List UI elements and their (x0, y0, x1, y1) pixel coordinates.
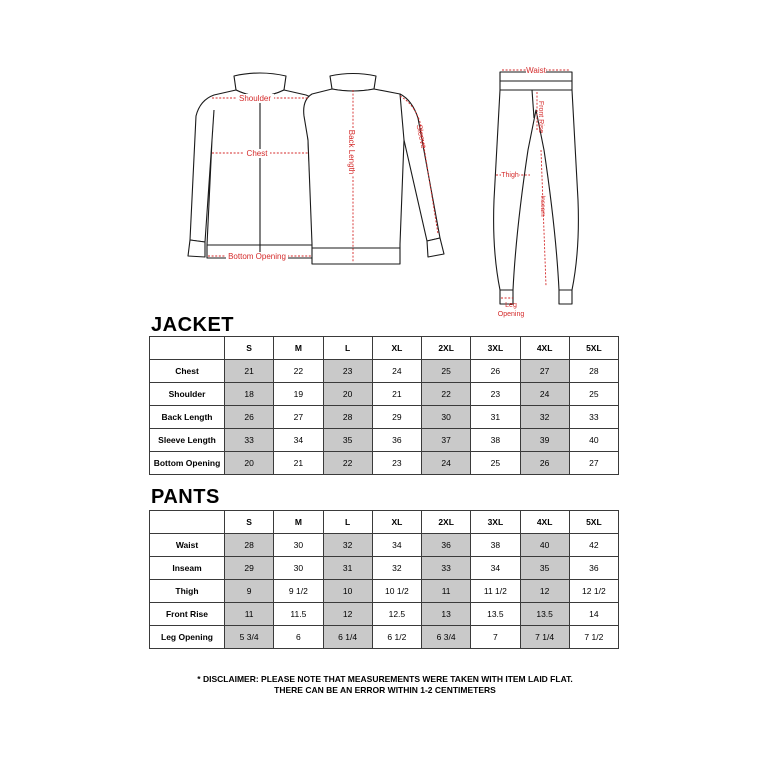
front-rise-label: Front Rise (537, 100, 544, 134)
corner-cell (150, 511, 225, 534)
table-cell: 22 (274, 360, 323, 383)
table-cell: 10 1/2 (372, 580, 421, 603)
table-cell: 23 (323, 360, 372, 383)
table-cell: 36 (422, 534, 471, 557)
table-cell: 7 1/2 (569, 626, 618, 649)
table-row (150, 452, 619, 475)
table-cell: 21 (372, 383, 421, 406)
table-cell: 33 (225, 429, 274, 452)
size-header-4xl: 4XL (520, 511, 569, 534)
table-cell: 26 (520, 452, 569, 475)
pants-size-table (149, 510, 619, 649)
table-cell: 6 3/4 (422, 626, 471, 649)
table-cell: 24 (520, 383, 569, 406)
bottom-opening-label: Bottom Opening (228, 252, 286, 261)
row-label: Leg Opening (150, 626, 225, 649)
table-cell: 28 (225, 534, 274, 557)
inseam-label: Inseam (539, 195, 546, 217)
table-cell: 34 (471, 557, 520, 580)
table-cell: 9 1/2 (274, 580, 323, 603)
table-cell: 35 (323, 429, 372, 452)
jacket-size-table (149, 336, 619, 475)
table-cell: 39 (520, 429, 569, 452)
table-cell: 5 3/4 (225, 626, 274, 649)
table-cell: 13.5 (471, 603, 520, 626)
table-cell: 20 (323, 383, 372, 406)
jacket-back-drawing (304, 74, 444, 265)
table-row (150, 429, 619, 452)
table-cell: 22 (323, 452, 372, 475)
table-cell: 30 (274, 534, 323, 557)
table-cell: 13.5 (520, 603, 569, 626)
table-cell: 34 (372, 534, 421, 557)
table-cell: 29 (372, 406, 421, 429)
jacket-header-row (150, 337, 619, 360)
table-cell: 32 (323, 534, 372, 557)
table-cell: 30 (422, 406, 471, 429)
table-cell: 27 (569, 452, 618, 475)
table-cell: 28 (569, 360, 618, 383)
disclaimer-line-2: THERE CAN BE AN ERROR WITHIN 1-2 CENTIMETERS (274, 685, 496, 695)
size-header-2xl: 2XL (422, 511, 471, 534)
table-cell: 31 (471, 406, 520, 429)
table-cell: 32 (372, 557, 421, 580)
table-cell: 23 (372, 452, 421, 475)
table-cell: 13 (422, 603, 471, 626)
table-cell: 20 (225, 452, 274, 475)
pants-header-row (150, 511, 619, 534)
table-cell: 6 1/2 (372, 626, 421, 649)
table-cell: 6 (274, 626, 323, 649)
table-cell: 12 (323, 603, 372, 626)
table-cell: 26 (471, 360, 520, 383)
table-cell: 9 (225, 580, 274, 603)
table-cell: 25 (422, 360, 471, 383)
table-cell: 38 (471, 429, 520, 452)
size-header-l: L (323, 511, 372, 534)
size-header-5xl: 5XL (569, 337, 618, 360)
row-label: Waist (150, 534, 225, 557)
table-cell: 12 (520, 580, 569, 603)
table-cell: 40 (520, 534, 569, 557)
table-cell: 6 1/4 (323, 626, 372, 649)
table-cell: 24 (372, 360, 421, 383)
table-cell: 10 (323, 580, 372, 603)
leg-opening-label-line1: Leg (505, 302, 517, 309)
table-cell: 25 (569, 383, 618, 406)
table-row (150, 360, 619, 383)
disclaimer (150, 674, 620, 696)
row-label: Inseam (150, 557, 225, 580)
table-cell: 35 (520, 557, 569, 580)
table-cell: 11.5 (274, 603, 323, 626)
row-label: Thigh (150, 580, 225, 603)
table-cell: 12.5 (372, 603, 421, 626)
table-cell: 38 (471, 534, 520, 557)
disclaimer-line-1: * DISCLAIMER: PLEASE NOTE THAT MEASUREMENTS WERE TAKEN WITH ITEM LAID FLAT. (197, 674, 573, 684)
row-label: Sleeve Length (150, 429, 225, 452)
row-label: Shoulder (150, 383, 225, 406)
table-cell: 19 (274, 383, 323, 406)
table-cell: 31 (323, 557, 372, 580)
table-cell: 28 (323, 406, 372, 429)
table-cell: 33 (569, 406, 618, 429)
table-cell: 40 (569, 429, 618, 452)
size-header-xl: XL (372, 511, 421, 534)
table-cell: 30 (274, 557, 323, 580)
size-header-m: M (274, 511, 323, 534)
table-cell: 14 (569, 603, 618, 626)
table-cell: 21 (225, 360, 274, 383)
table-cell: 12 1/2 (569, 580, 618, 603)
table-cell: 29 (225, 557, 274, 580)
size-header-xl: XL (372, 337, 421, 360)
size-header-2xl: 2XL (422, 337, 471, 360)
table-row (150, 557, 619, 580)
table-cell: 22 (422, 383, 471, 406)
table-cell: 23 (471, 383, 520, 406)
table-cell: 24 (422, 452, 471, 475)
size-header-m: M (274, 337, 323, 360)
size-header-l: L (323, 337, 372, 360)
size-header-3xl: 3XL (471, 337, 520, 360)
table-cell: 27 (520, 360, 569, 383)
thigh-label: Thigh (501, 172, 519, 179)
table-row (150, 603, 619, 626)
row-label: Front Rise (150, 603, 225, 626)
waist-label: Waist (526, 66, 546, 75)
table-cell: 26 (225, 406, 274, 429)
size-header-s: S (225, 337, 274, 360)
table-cell: 25 (471, 452, 520, 475)
pants-drawing (494, 72, 579, 304)
table-cell: 18 (225, 383, 274, 406)
table-cell: 27 (274, 406, 323, 429)
shoulder-label: Shoulder (238, 94, 272, 103)
table-cell: 37 (422, 429, 471, 452)
size-header-5xl: 5XL (569, 511, 618, 534)
table-row (150, 383, 619, 406)
table-row (150, 580, 619, 603)
table-row (150, 626, 619, 649)
table-cell: 7 1/4 (520, 626, 569, 649)
sleeve-label: Sleeve (414, 123, 429, 150)
chest-label: Chest (246, 149, 268, 158)
table-cell: 11 (225, 603, 274, 626)
table-cell: 36 (372, 429, 421, 452)
leg-opening-label-line2: Opening (497, 311, 525, 318)
table-cell: 7 (471, 626, 520, 649)
pants-title: PANTS (151, 486, 220, 508)
jacket-title: JACKET (151, 314, 235, 336)
back-length-label: Back Length (347, 129, 356, 175)
size-header-s: S (225, 511, 274, 534)
row-label: Bottom Opening (150, 452, 225, 475)
corner-cell (150, 337, 225, 360)
table-cell: 42 (569, 534, 618, 557)
table-cell: 11 1/2 (471, 580, 520, 603)
size-header-4xl: 4XL (520, 337, 569, 360)
table-cell: 34 (274, 429, 323, 452)
size-header-3xl: 3XL (471, 511, 520, 534)
row-label: Back Length (150, 406, 225, 429)
table-row (150, 534, 619, 557)
table-cell: 33 (422, 557, 471, 580)
table-cell: 21 (274, 452, 323, 475)
table-cell: 36 (569, 557, 618, 580)
table-cell: 11 (422, 580, 471, 603)
table-cell: 32 (520, 406, 569, 429)
garment-measurement-diagram (0, 0, 768, 320)
row-label: Chest (150, 360, 225, 383)
table-row (150, 406, 619, 429)
